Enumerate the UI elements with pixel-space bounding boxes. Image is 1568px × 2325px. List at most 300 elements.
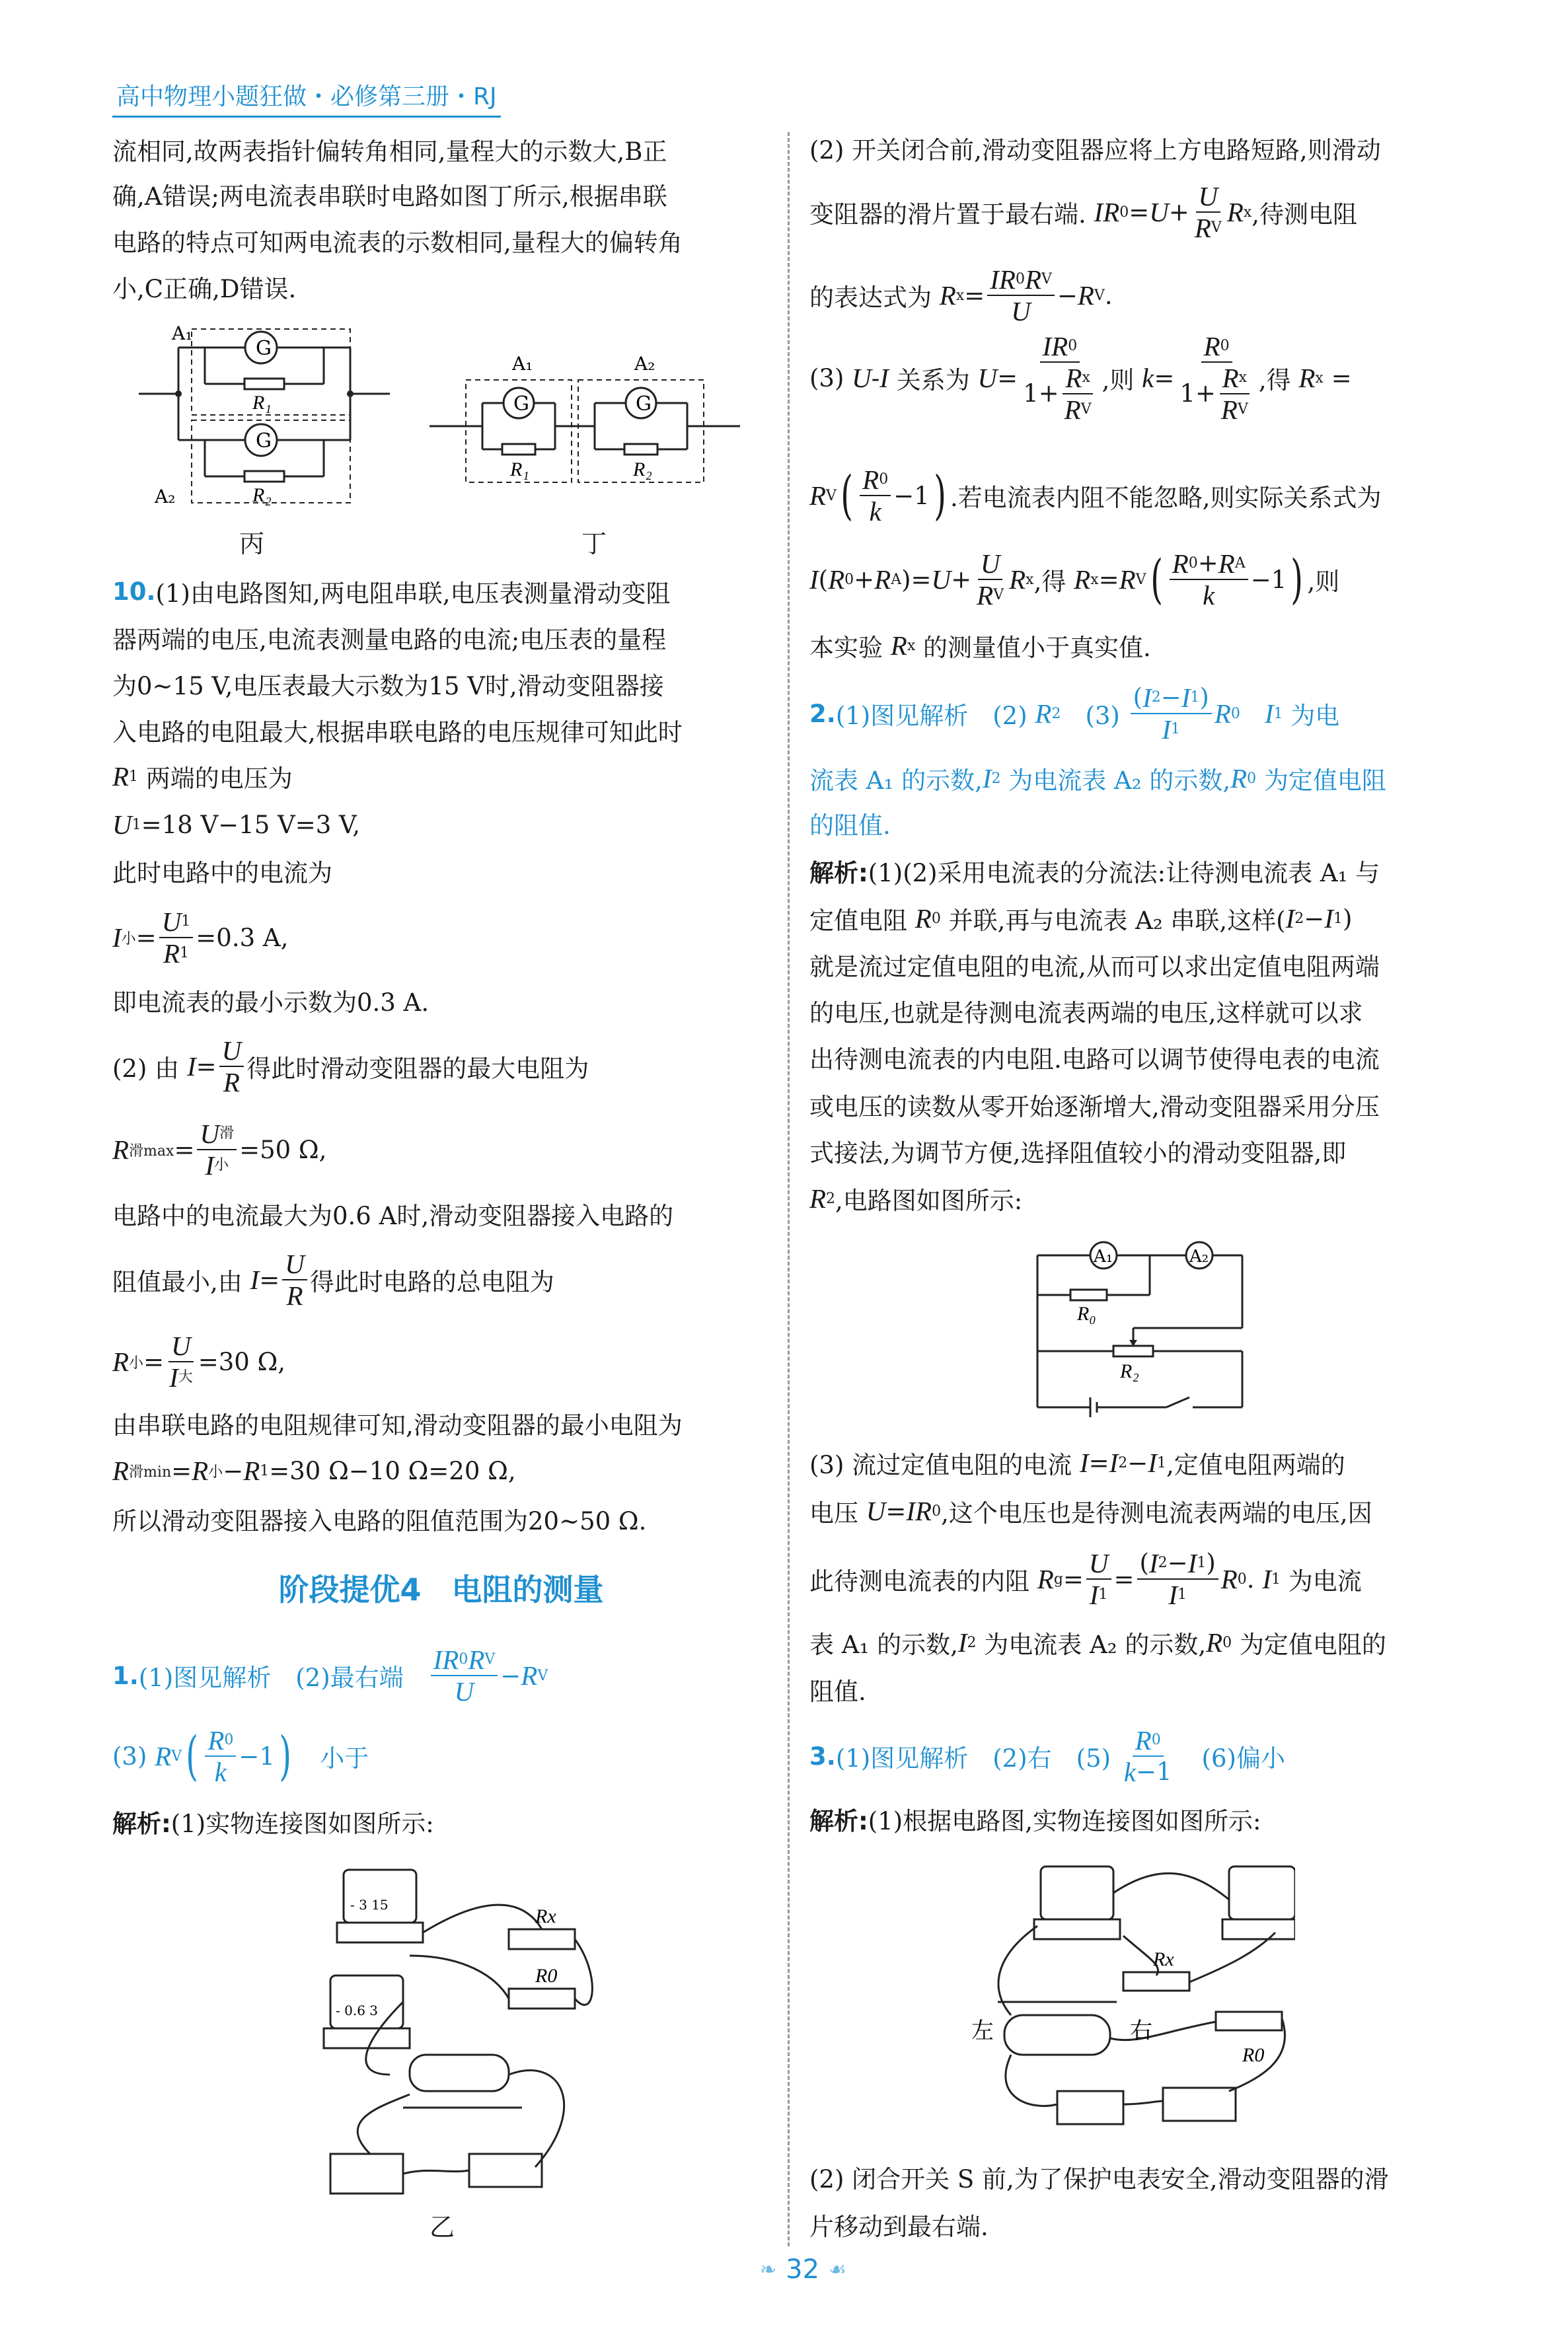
text-line bbox=[112, 1493, 646, 1545]
text: ( bbox=[1139, 1549, 1149, 1577]
math-subscript: g bbox=[1053, 1570, 1063, 1588]
math-subscript: x bbox=[1026, 571, 1034, 588]
math-subscript: 大 bbox=[178, 1369, 193, 1385]
math-variable: I bbox=[1042, 331, 1052, 361]
math-subscript: 小 bbox=[121, 930, 136, 947]
text: 小于 bbox=[295, 1744, 369, 1773]
fraction-numerator bbox=[1170, 548, 1248, 580]
text-line bbox=[112, 906, 289, 969]
math-subscript: 2 bbox=[967, 1634, 977, 1651]
math-subscript: V bbox=[826, 487, 837, 504]
text: − bbox=[1304, 904, 1325, 933]
text-line bbox=[112, 1644, 548, 1707]
text: = bbox=[259, 1265, 280, 1294]
text-line bbox=[809, 122, 1381, 174]
math-subscript: x bbox=[907, 637, 916, 654]
resistor-label: R₂ bbox=[252, 484, 272, 506]
text: ,待测电阻 bbox=[1251, 200, 1358, 229]
math-subscript: 1 bbox=[1098, 1586, 1108, 1603]
fraction-denominator bbox=[1166, 1580, 1189, 1610]
fraction bbox=[431, 1644, 498, 1707]
text-line bbox=[112, 1249, 554, 1311]
text-line bbox=[112, 1119, 327, 1181]
fraction bbox=[1086, 1548, 1111, 1610]
text: 为电 bbox=[1283, 702, 1340, 730]
text: ,则 bbox=[1101, 366, 1142, 394]
math-subscript: x bbox=[1243, 203, 1252, 221]
math-subscript: 小 bbox=[129, 1354, 144, 1372]
galvanometer-label: G bbox=[636, 392, 652, 416]
fraction-numerator bbox=[1137, 1548, 1218, 1580]
text: =30 Ω, bbox=[198, 1347, 286, 1376]
math-variable: U bbox=[112, 809, 132, 840]
text: . bbox=[1246, 1565, 1263, 1594]
figure-caption-bing: 丙 bbox=[239, 529, 265, 558]
resistor-label-r0: R0 bbox=[535, 1965, 558, 1987]
math-subscript: 1 bbox=[181, 913, 191, 930]
text-line bbox=[112, 565, 670, 618]
text: (1)实物连接图如图所示: bbox=[170, 1810, 434, 1838]
math-variable: R bbox=[1009, 564, 1026, 595]
text: ) bbox=[1290, 548, 1304, 610]
decoration-icon: ☙ bbox=[829, 2258, 846, 2281]
text: ( bbox=[818, 565, 829, 594]
text: 表 A₁ 的示数, bbox=[809, 1631, 958, 1659]
math-subscript: 0 bbox=[879, 471, 889, 488]
column-divider bbox=[788, 132, 790, 2246]
fraction bbox=[1218, 363, 1251, 425]
text: 得此时滑动变阻器的最大电阻为 bbox=[246, 1054, 589, 1083]
resistor-label-r0: R₀ bbox=[1077, 1303, 1096, 1325]
math-variable: k bbox=[1123, 1757, 1137, 1787]
math-subscript: V bbox=[537, 1667, 548, 1684]
text: 电路的特点可知两电流表的示数相同,量程大的偏转角 bbox=[112, 229, 683, 257]
math-subscript: 0 bbox=[1188, 555, 1198, 572]
text-line bbox=[809, 1663, 866, 1716]
text: 器两端的电压,电流表测量电路的电流;电压表的量程 bbox=[112, 626, 667, 654]
text: = bbox=[1154, 363, 1175, 392]
text: ,则 bbox=[1307, 568, 1340, 596]
math-variable: I bbox=[906, 1496, 916, 1526]
math-variable: I bbox=[186, 1051, 196, 1082]
page-footer bbox=[760, 2254, 846, 2285]
math-variable: R bbox=[243, 1456, 260, 1486]
math-variable: I bbox=[1168, 1580, 1177, 1610]
math-subscript: V bbox=[1080, 401, 1092, 418]
math-variable: I bbox=[1162, 714, 1172, 745]
math-variable: U bbox=[980, 548, 1000, 579]
text: + bbox=[951, 565, 972, 594]
text: 为定值电阻 bbox=[1256, 766, 1386, 795]
text: ( bbox=[1150, 548, 1163, 610]
text: 或电压的读数从零开始逐渐增大,滑动变阻器采用分压 bbox=[809, 1093, 1380, 1121]
math-variable: I bbox=[250, 1265, 260, 1295]
text: (6)偏小 bbox=[1177, 1744, 1285, 1773]
fraction-denominator bbox=[1177, 363, 1255, 425]
math-subscript: V bbox=[993, 587, 1004, 603]
text: ) bbox=[1206, 1549, 1216, 1577]
text: + bbox=[854, 565, 875, 594]
text: − bbox=[223, 1456, 244, 1485]
fraction-numerator bbox=[197, 1119, 237, 1150]
fraction-denominator bbox=[202, 1150, 231, 1181]
analysis-label: 解析: bbox=[809, 1807, 868, 1835]
resistor-label-r0: R0 bbox=[1242, 2044, 1265, 2066]
fraction bbox=[1192, 181, 1224, 243]
label-left: 左 bbox=[971, 2018, 994, 2044]
math-variable: R bbox=[1214, 698, 1231, 729]
text-line bbox=[112, 1035, 589, 1097]
math-variable: R bbox=[1172, 548, 1189, 579]
text-line bbox=[112, 798, 360, 851]
fraction bbox=[987, 264, 1055, 326]
text: 流表 A₁ 的示数, bbox=[809, 766, 983, 795]
fraction-denominator bbox=[1218, 394, 1251, 425]
text-line bbox=[809, 548, 1340, 610]
text-line bbox=[809, 683, 1340, 745]
math-variable: I bbox=[1148, 1448, 1157, 1478]
math-variable: I bbox=[879, 363, 889, 393]
galvanometer-label: G bbox=[513, 392, 529, 416]
text-line bbox=[809, 1436, 1345, 1489]
text: 变阻器的滑片置于最右端. bbox=[809, 200, 1094, 229]
text: − bbox=[1167, 1549, 1188, 1577]
text-line bbox=[112, 611, 666, 664]
math-variable: R bbox=[192, 1456, 209, 1486]
text-line bbox=[809, 1792, 1261, 1845]
text: (1)(2)采用电流表的分流法:让待测电流表 A₁ 与 bbox=[868, 859, 1380, 887]
text: = bbox=[174, 1135, 195, 1164]
math-variable: U bbox=[1198, 181, 1218, 211]
text: − bbox=[1160, 683, 1181, 712]
text: ,定值电阻两端的 bbox=[1166, 1451, 1345, 1479]
text: 就是流过定值电阻的电流,从而可以求出定值电阻两端 bbox=[809, 953, 1380, 981]
fraction-denominator bbox=[1062, 394, 1094, 425]
text-line bbox=[112, 260, 296, 313]
text-line bbox=[809, 1548, 1362, 1610]
question-number: 10. bbox=[112, 577, 156, 606]
math-variable: R bbox=[1065, 363, 1082, 393]
math-subscript: 滑 bbox=[219, 1125, 235, 1142]
fraction-numerator bbox=[282, 1249, 307, 1280]
math-variable: R bbox=[1203, 331, 1220, 361]
text: 即电流表的最小示数为0.3 A. bbox=[112, 988, 429, 1017]
math-variable: k bbox=[214, 1757, 227, 1787]
text-line bbox=[809, 892, 1352, 945]
math-variable: R bbox=[809, 1183, 827, 1214]
question-number: 2. bbox=[809, 699, 836, 728]
fraction bbox=[167, 1331, 196, 1393]
math-variable: R bbox=[1103, 197, 1120, 227]
math-variable: R bbox=[1218, 548, 1235, 579]
fraction-numerator bbox=[431, 1644, 498, 1676]
math-variable: I bbox=[169, 1362, 178, 1393]
label-right: 右 bbox=[1130, 2018, 1152, 2044]
text: (1)图见解析 (2)最右端 bbox=[138, 1664, 428, 1692]
text: (1)根据电路图,实物连接图如图所示: bbox=[868, 1807, 1261, 1835]
text: 流相同,故两表指针偏转角相同,量程大的示数大,B正 bbox=[112, 137, 667, 166]
math-subscript: x bbox=[955, 287, 965, 304]
text: ,这个电压也是待测电流表两端的电压,因 bbox=[941, 1499, 1372, 1528]
text: 此待测电流表的内阻 bbox=[809, 1567, 1037, 1596]
math-variable: U bbox=[285, 1249, 305, 1279]
math-subscript: V bbox=[171, 1748, 182, 1765]
text: = bbox=[1063, 1565, 1084, 1594]
text: −1 bbox=[893, 481, 930, 510]
fraction-numerator bbox=[1133, 1725, 1164, 1757]
text: 阻值. bbox=[809, 1678, 866, 1706]
text-line bbox=[809, 264, 1113, 326]
text: + bbox=[1168, 198, 1189, 227]
text: (1)由电路图知,两电阻串联,电压表测量滑动变阻 bbox=[155, 579, 671, 608]
text: = bbox=[885, 1496, 907, 1526]
text: (3) bbox=[112, 1742, 155, 1771]
text: −1 bbox=[1136, 1757, 1172, 1786]
fraction bbox=[1137, 1548, 1218, 1610]
math-variable: R bbox=[155, 1741, 172, 1771]
text: + bbox=[1197, 549, 1218, 577]
math-variable: R bbox=[1024, 264, 1041, 295]
text-line bbox=[809, 1485, 1372, 1537]
math-variable: U bbox=[1088, 1548, 1109, 1578]
math-variable: U bbox=[1149, 197, 1169, 227]
analysis-label: 解析: bbox=[112, 1810, 171, 1838]
math-variable: I bbox=[1089, 1580, 1099, 1610]
text: = bbox=[997, 363, 1018, 392]
math-subscript: 1 bbox=[1333, 910, 1343, 927]
math-variable: R bbox=[207, 1725, 225, 1755]
math-subscript: V bbox=[1237, 401, 1248, 418]
math-subscript: A bbox=[1234, 555, 1246, 572]
text: −1 bbox=[1250, 565, 1287, 594]
math-variable: I bbox=[1148, 1548, 1158, 1578]
math-subscript: V bbox=[1041, 271, 1052, 287]
text-line bbox=[112, 1444, 516, 1497]
math-variable: R bbox=[1206, 1627, 1223, 1658]
math-variable: U bbox=[171, 1331, 191, 1361]
circuit-diagram-bing bbox=[139, 321, 390, 519]
text: = bbox=[1323, 363, 1352, 392]
math-subscript: 1 bbox=[180, 945, 190, 961]
math-variable: R bbox=[112, 1347, 130, 1377]
math-variable: R bbox=[1298, 363, 1316, 393]
galvanometer-label: G bbox=[256, 337, 272, 360]
math-subscript: 小 bbox=[208, 1463, 223, 1481]
fraction-denominator bbox=[167, 1362, 196, 1393]
math-subscript: 0 bbox=[932, 1502, 942, 1520]
text: 片移动到最右端. bbox=[809, 2213, 989, 2241]
text: 的测量值小于真实值. bbox=[915, 634, 1151, 662]
math-variable: R bbox=[915, 1496, 932, 1526]
fraction-numerator bbox=[1063, 363, 1092, 394]
math-variable: I bbox=[990, 264, 999, 295]
text: =50 Ω, bbox=[239, 1135, 327, 1164]
math-variable: I bbox=[112, 922, 122, 953]
ammeter-label: A₁ bbox=[512, 353, 533, 375]
math-subscript: x bbox=[1082, 369, 1090, 386]
ammeter-label-a1: A₁ bbox=[1094, 1247, 1113, 1267]
math-subscript: 1 bbox=[1197, 1555, 1207, 1571]
text: = bbox=[171, 1456, 192, 1485]
text: 电路中的电流最大为0.6 A时,滑动变阻器接入电路的 bbox=[112, 1202, 674, 1230]
fraction-numerator bbox=[1086, 1548, 1111, 1580]
text-line bbox=[809, 844, 1380, 897]
text-line bbox=[112, 168, 667, 221]
math-subscript: V bbox=[484, 1651, 496, 1668]
math-variable: I bbox=[433, 1644, 443, 1675]
text: (1)图见解析 (2)右 (5) bbox=[835, 1744, 1119, 1773]
math-variable: I bbox=[1109, 1448, 1119, 1478]
math-subscript: 1 bbox=[1271, 1570, 1281, 1588]
math-variable: R bbox=[1220, 1564, 1238, 1594]
fraction-numerator bbox=[205, 1725, 236, 1757]
fraction-numerator bbox=[987, 264, 1055, 296]
text: 为0~15 V,电压表最大示数为15 V时,滑动变阻器接 bbox=[112, 672, 664, 700]
math-variable: R bbox=[1035, 698, 1052, 729]
fraction bbox=[1020, 331, 1099, 425]
math-subscript: 2 bbox=[826, 1190, 836, 1207]
math-variable: k bbox=[869, 496, 881, 527]
text: = bbox=[143, 1347, 165, 1376]
circuit-diagram-ding bbox=[429, 350, 740, 489]
figure-caption-ding: 丁 bbox=[581, 529, 607, 558]
text: 为电流表 A₂ 的示数, bbox=[1000, 766, 1231, 795]
math-variable: U bbox=[931, 564, 952, 595]
math-subscript: 2 bbox=[1118, 1454, 1128, 1471]
math-variable: R bbox=[163, 938, 180, 969]
math-subscript: 1 bbox=[1190, 689, 1200, 706]
math-subscript: 1 bbox=[1273, 705, 1283, 722]
resistor-label: R₁ bbox=[252, 392, 272, 414]
math-variable: R bbox=[112, 761, 130, 792]
fraction bbox=[197, 1119, 237, 1181]
text: (3) 流过定值电阻的电流 bbox=[809, 1451, 1080, 1479]
text: 的表达式为 bbox=[809, 283, 940, 312]
math-variable: R bbox=[1226, 197, 1244, 227]
math-subscript: 0 bbox=[1119, 203, 1129, 221]
running-header: 高中物理小题狂做・必修第三册・RJ bbox=[112, 78, 501, 118]
text: (2) 闭合开关 S 前,为了保护电表安全,滑动变阻器的滑 bbox=[809, 2165, 1389, 2194]
decoration-icon: ❧ bbox=[760, 2258, 777, 2281]
circuit-diagram-q2 bbox=[1027, 1236, 1252, 1417]
math-variable: R bbox=[112, 1456, 130, 1486]
math-variable: R bbox=[977, 580, 994, 610]
math-variable: R bbox=[828, 564, 845, 595]
math-variable: R bbox=[1194, 213, 1211, 243]
fraction-denominator bbox=[1200, 580, 1217, 610]
math-variable: U bbox=[200, 1119, 220, 1149]
fraction-numerator bbox=[1201, 331, 1232, 363]
math-subscript: 0 bbox=[1230, 705, 1240, 722]
fraction-numerator bbox=[219, 1035, 244, 1067]
math-variable: U bbox=[852, 363, 872, 393]
math-variable: I bbox=[1181, 683, 1191, 713]
text: ) bbox=[1342, 904, 1353, 933]
text-line bbox=[809, 1725, 1285, 1787]
text: 的电压,也就是待测电流表两端的电压,这样就可以求 bbox=[809, 999, 1363, 1027]
math-subscript: 2 bbox=[1151, 689, 1161, 706]
text: 本实验 bbox=[809, 634, 891, 662]
fraction-denominator bbox=[283, 1280, 305, 1311]
ammeter-label-a2: A₂ bbox=[1189, 1247, 1209, 1267]
text bbox=[1240, 696, 1265, 731]
math-subscript: 2 bbox=[991, 770, 1001, 787]
math-variable: U bbox=[1011, 296, 1031, 326]
fraction-denominator bbox=[1192, 213, 1224, 243]
fraction bbox=[1170, 548, 1248, 610]
fraction bbox=[219, 1035, 244, 1097]
fraction-denominator bbox=[1087, 1580, 1111, 1610]
text: .若电流表内阻不能忽略,则实际关系式为 bbox=[950, 484, 1382, 512]
math-variable: R bbox=[862, 464, 879, 495]
text: (3) bbox=[809, 363, 852, 392]
math-subscript: 1 bbox=[1171, 721, 1181, 737]
fraction bbox=[860, 464, 891, 527]
math-subscript: 2 bbox=[1051, 705, 1061, 722]
math-variable: R bbox=[442, 1644, 459, 1675]
text: ) bbox=[1199, 683, 1209, 712]
math-variable: U bbox=[221, 1035, 242, 1066]
text: ( bbox=[186, 1725, 199, 1787]
math-subscript: 0 bbox=[1151, 1732, 1161, 1748]
text-line bbox=[112, 750, 293, 803]
fraction-denominator bbox=[1159, 714, 1183, 745]
math-variable: R bbox=[1077, 280, 1094, 311]
text: 出待测电流表的内电阻.电路可以调节使得电表的电流 bbox=[809, 1045, 1380, 1074]
math-variable: R bbox=[468, 1644, 485, 1675]
math-variable: R bbox=[915, 903, 932, 934]
text: 定值电阻 bbox=[809, 906, 915, 935]
text: 1+ bbox=[1023, 379, 1059, 408]
text: − bbox=[1127, 1448, 1148, 1477]
math-variable: R bbox=[1135, 1725, 1152, 1755]
text: − bbox=[1057, 281, 1078, 310]
voltmeter-scale: - 3 15 bbox=[350, 1897, 389, 1913]
text-line bbox=[112, 844, 332, 897]
math-subscript: 0 bbox=[931, 910, 941, 927]
math-variable: I bbox=[1262, 1564, 1271, 1594]
text: ) bbox=[279, 1725, 291, 1787]
math-variable: R bbox=[1051, 331, 1068, 361]
math-variable: R bbox=[1230, 763, 1248, 793]
section-heading: 阶段提优4 电阻的测量 bbox=[278, 1572, 604, 1607]
text: 式接法,为调节方便,选择阻值较小的滑动变阻器,即 bbox=[809, 1139, 1347, 1167]
math-variable: R bbox=[998, 264, 1016, 295]
fraction-numerator bbox=[1220, 363, 1250, 394]
text: =0.3 A, bbox=[196, 923, 289, 952]
text: ,得 bbox=[1258, 366, 1299, 394]
text: 1+ bbox=[1179, 379, 1216, 408]
page-number: 32 bbox=[786, 2254, 820, 2285]
math-subscript: 2 bbox=[1294, 910, 1304, 927]
fraction-denominator bbox=[974, 580, 1006, 610]
math-variable: U bbox=[454, 1676, 474, 1707]
text: = bbox=[1113, 1565, 1135, 1594]
resistor-label: R₂ bbox=[633, 459, 652, 480]
math-variable: R bbox=[1119, 564, 1136, 595]
text: 阻值最小,由 bbox=[112, 1268, 250, 1296]
fraction-numerator bbox=[860, 464, 891, 496]
math-variable: U bbox=[977, 363, 998, 393]
math-variable: R bbox=[809, 480, 827, 511]
text: 由串联电路的电阻规律可知,滑动变阻器的最小电阻为 bbox=[112, 1411, 683, 1440]
text-line bbox=[112, 1725, 369, 1787]
text: . bbox=[1104, 281, 1113, 310]
math-variable: I bbox=[1079, 1448, 1089, 1478]
math-subscript: V bbox=[1094, 287, 1105, 304]
resistor-label: R₁ bbox=[510, 459, 529, 480]
fraction-denominator bbox=[161, 938, 192, 969]
